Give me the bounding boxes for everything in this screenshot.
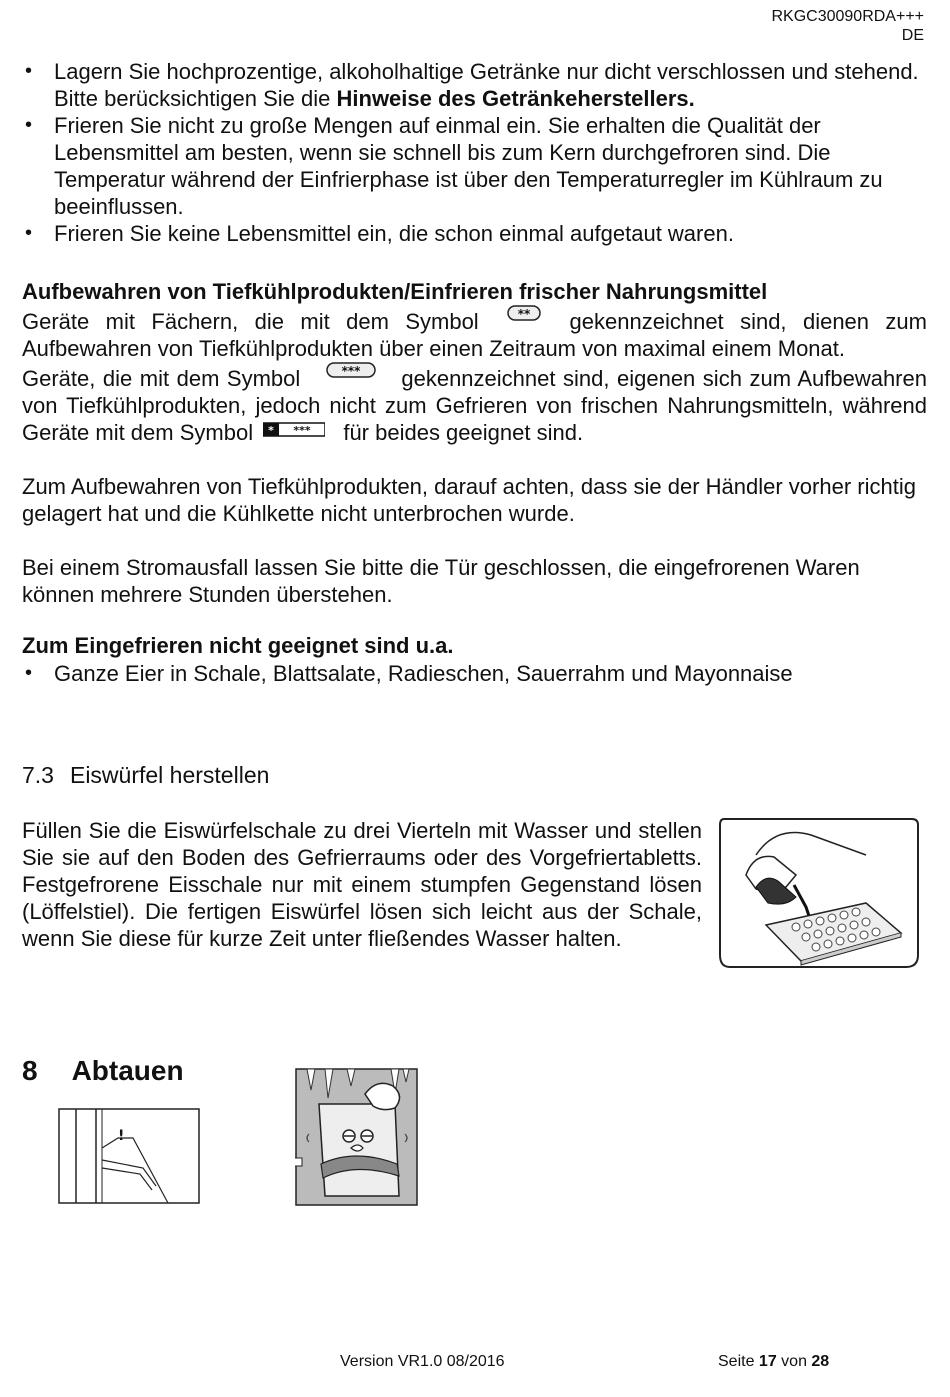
storage-heading: Aufbewahren von Tiefkühlprodukten/Einfrieren frischer Nahrungsmittel	[22, 279, 768, 304]
section-8-title: 8 Abtauen	[22, 1055, 184, 1086]
document-header	[771, 7, 924, 45]
storage-paragraph-4: Bei einem Stromausfall lassen Sie bitte die Tür geschlossen, die eingefrorenen Waren können mehrere Stunden überstehen.	[22, 555, 860, 607]
list-item: • Lagern Sie hochprozentige, alkoholhaltige Getränke nur dicht verschlossen und stehend. Bitte berücksichtigen Sie die Hinweise des Getränkeherstellers.	[22, 58, 927, 112]
model-number: RKGC30090RDA+++	[771, 8, 924, 25]
fridge-interior-illustration	[58, 1108, 202, 1206]
footer-page-number: Seite 17 von 28	[718, 1353, 830, 1370]
storage-section	[22, 278, 927, 608]
svg-text:***: ***	[341, 364, 361, 378]
unsuitable-list	[22, 660, 927, 687]
storage-paragraph-1: Geräte mit Fächern, die mit dem Symbol ** gekennzeichnet sind, dienen zum Aufbewahren von Tiefkühlprodukten über einen Zeitraum von maximal einem Monat.	[22, 307, 927, 361]
footer-version: Version VR1.0 08/2016	[340, 1353, 505, 1370]
storage-paragraph-2: Geräte, die mit dem Symbol *** gekennzeichnet sind, eigenen sich zum Aufbewahren von Tiefkühlprodukten, jedoch nicht zum Gefrieren von frischen Nahrungsmitteln, während Geräte mit dem Symbol * *** für beides geeignet sind.	[22, 364, 927, 445]
ice-cube-paragraph: Füllen Sie die Eiswürfelschale zu drei Vierteln mit Wasser und stellen Sie sie auf den Boden des Gefrierraums oder des Vorgefriertabletts. Festgefrorene Eisschale nur mit einem stumpfen Gegenstand lösen (Löffelstiel). Die fertigen Eiswürfel lösen sich leicht aus der Schale, wenn Sie diese für kurze Zeit unter fließendes Wasser halten.	[22, 818, 702, 951]
svg-text:!: !	[118, 1128, 125, 1144]
svg-text:*: *	[268, 424, 275, 437]
list-item: • Frieren Sie nicht zu große Mengen auf einmal ein. Sie erhalten die Qualität der Lebensmittel am besten, wenn sie schnell bis zum Kern durchgefroren sind. Die Temperatur während der Einfrierphase ist über den Temperaturregler im Kühlraum zu beeinflussen.	[22, 112, 927, 220]
ice-tray-illustration	[716, 815, 920, 971]
language-code: DE	[901, 27, 924, 44]
svg-text:**: **	[517, 307, 531, 321]
two-star-freezer-symbol-icon	[507, 305, 541, 325]
four-star-freezer-symbol-icon	[263, 422, 325, 438]
section-7-3-title: 7.3 Eiswürfel herstellen	[22, 762, 270, 788]
three-star-freezer-symbol-icon	[326, 362, 376, 382]
unsuitable-heading: Zum Eingefrieren nicht geeignet sind u.a.	[22, 633, 454, 658]
list-item: • Ganze Eier in Schale, Blattsalate, Radieschen, Sauerrahm und Mayonnaise	[22, 660, 927, 687]
storage-paragraph-3: Zum Aufbewahren von Tiefkühlprodukten, darauf achten, dass sie der Händler vorher richtig gelagert hat und die Kühlkette nicht unterbrochen wurde.	[22, 474, 916, 526]
top-bullet-list	[22, 58, 927, 247]
list-item: • Frieren Sie keine Lebensmittel ein, die schon einmal aufgetaut waren.	[22, 220, 927, 247]
defrost-cartoon-illustration	[295, 1068, 419, 1208]
svg-text:***: ***	[293, 424, 311, 437]
